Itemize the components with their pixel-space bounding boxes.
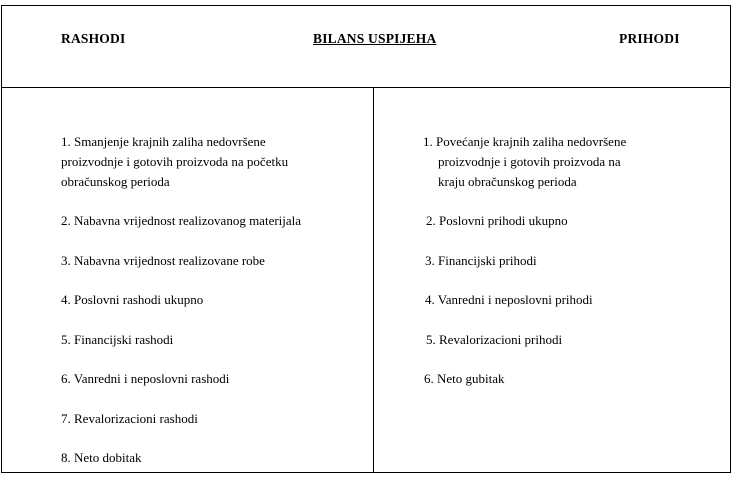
rashodi-item: 2. Nabavna vrijednost realizovanog materijala: [61, 213, 302, 228]
prihodi-item: 4. Vanredni i neposlovni prihodi: [425, 292, 593, 307]
prihodi-item: 6. Neto gubitak: [424, 371, 505, 386]
rashodi-item: 5. Financijski rashodi: [61, 332, 174, 347]
prihodi-item: 3. Financijski prihodi: [425, 253, 537, 268]
rashodi-item-line: 1. Smanjenje krajnih zaliha nedovršene: [61, 134, 266, 149]
table-header: [2, 6, 730, 88]
income-statement-table: [1, 5, 731, 473]
header-rashodi: RASHODI: [61, 31, 126, 46]
rashodi-item-line: proizvodnje i gotovih proizvoda na početku: [61, 154, 289, 169]
column-divider: [373, 88, 374, 472]
rashodi-item: 3. Nabavna vrijednost realizovane robe: [61, 253, 265, 268]
prihodi-item: [423, 132, 626, 192]
rashodi-item: 4. Poslovni rashodi ukupno: [61, 292, 204, 307]
prihodi-item-line: 1. Povećanje krajnih zaliha nedovršene: [423, 134, 627, 149]
rashodi-item-line: obračunskog perioda: [61, 174, 170, 189]
prihodi-item: 2. Poslovni prihodi ukupno: [426, 213, 568, 228]
rashodi-item: 8. Neto dobitak: [61, 450, 142, 465]
prihodi-item-line: kraju obračunskog perioda: [438, 174, 577, 189]
rashodi-item: [61, 132, 288, 192]
prihodi-item-line: proizvodnje i gotovih proizvoda na: [438, 154, 621, 169]
header-prihodi: PRIHODI: [619, 31, 680, 46]
rashodi-item: 6. Vanredni i neposlovni rashodi: [61, 371, 230, 386]
prihodi-item: 5. Revalorizacioni prihodi: [426, 332, 563, 347]
rashodi-item: 7. Revalorizacioni rashodi: [61, 411, 198, 426]
header-title: BILANS USPIJEHA: [313, 31, 437, 46]
